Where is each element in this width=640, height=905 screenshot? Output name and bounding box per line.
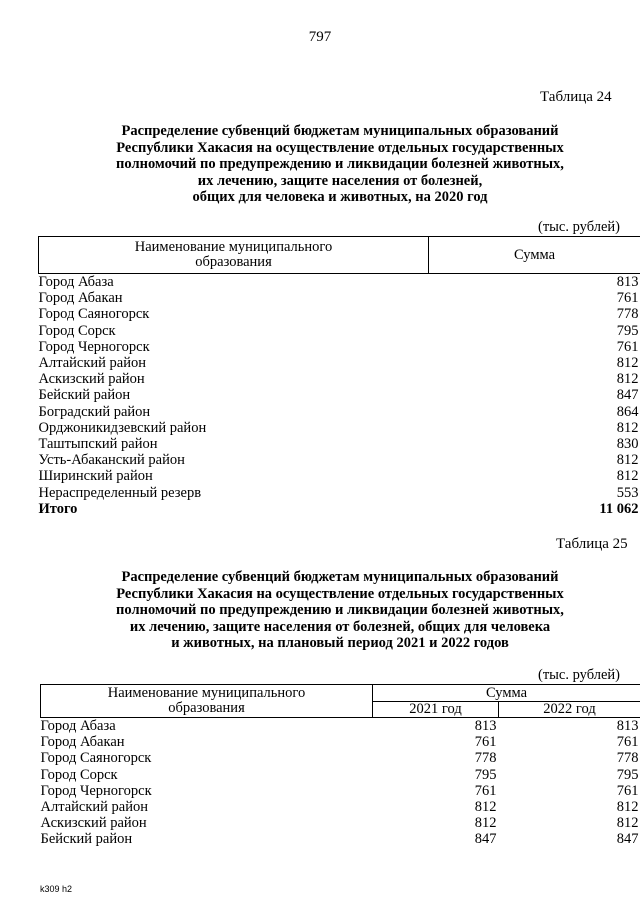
municipality-name: Город Черногорск [40, 782, 152, 799]
table-row [41, 750, 640, 766]
amount: 813 [616, 274, 639, 290]
footer-code: k309 h2 [40, 884, 73, 894]
table-25-label: Таблица 25 [556, 536, 628, 552]
municipality-name: Аскизский район [38, 371, 145, 388]
column-header-2022: 2022 год [499, 702, 640, 718]
table-row [39, 290, 640, 306]
title-line: полномочий по предупреждению и ликвидации болезней животных, [116, 156, 564, 172]
municipality-name: Город Черногорск [38, 338, 150, 355]
amount-2022: 778 [616, 750, 639, 767]
municipality-name: Орджоникидзевский район [38, 419, 207, 436]
table-row [39, 355, 640, 371]
amount: 812 [616, 452, 639, 469]
amount: 812 [616, 468, 639, 485]
table-25-body [41, 718, 640, 848]
title-line: их лечению, защите населения от болезней, [197, 172, 483, 189]
table-row [39, 274, 640, 291]
municipality-name: Город Абакан [38, 290, 123, 307]
table-row [41, 718, 640, 735]
title-line: полномочий по предупреждению и ликвидации болезней животных, [116, 602, 564, 618]
table-24-body [39, 274, 640, 518]
title-line: Распределение субвенций бюджетам муниципальных образований [121, 123, 559, 139]
municipality-name: Город Абаза [38, 274, 114, 290]
amount-2022: 813 [616, 718, 639, 734]
column-header-2021: 2021 год [373, 702, 499, 718]
amount: 778 [616, 306, 639, 323]
amount: 830 [616, 436, 639, 453]
total-label: Итого [38, 500, 78, 517]
table-row [41, 815, 640, 831]
table-row [39, 306, 640, 322]
table-row [41, 831, 640, 847]
title-line: Распределение субвенций бюджетам муниципальных образований [121, 569, 559, 585]
municipality-name: Алтайский район [38, 355, 146, 372]
amount: 864 [616, 403, 639, 420]
amount: 553 [616, 484, 639, 501]
amount-2022: 812 [616, 815, 639, 832]
table-row [39, 323, 640, 339]
amount-2022: 761 [616, 734, 639, 751]
amount-2021: 761 [474, 734, 497, 751]
municipality-name: Город Абакан [40, 734, 125, 751]
amount: 795 [616, 322, 639, 339]
amount-2021: 812 [474, 815, 497, 832]
total-amount: 11 062 [599, 500, 639, 517]
title-line: общих для человека и животных, на 2020 год [192, 189, 488, 205]
table-row [39, 485, 640, 501]
municipality-name: Бейский район [40, 831, 133, 848]
municipality-name: Алтайский район [40, 799, 148, 816]
municipality-name: Таштыпский район [38, 436, 158, 453]
municipality-name: Боградский район [38, 403, 151, 420]
column-header-name: Наименование муниципального образования [41, 685, 373, 718]
table-row [41, 783, 640, 799]
table-25-units: (тыс. рублей) [538, 667, 620, 683]
title-line: Республики Хакасия на осуществление отдельных государственных [116, 139, 564, 156]
table-25-title [40, 569, 640, 652]
total-row [39, 501, 640, 517]
column-header-sum: Сумма [429, 237, 640, 274]
table-row [41, 734, 640, 750]
amount-2021: 847 [474, 831, 497, 848]
municipality-name: Усть-Абаканский район [38, 452, 185, 469]
municipality-name: Аскизский район [40, 815, 147, 832]
table-row [39, 371, 640, 387]
municipality-name: Город Саяногорск [38, 306, 150, 323]
amount: 812 [616, 419, 639, 436]
amount-2021: 778 [474, 750, 497, 767]
table-row [39, 387, 640, 403]
table-row [39, 420, 640, 436]
column-header-name: Наименование муниципального образования [39, 237, 429, 274]
municipality-name: Ширинский район [38, 468, 153, 485]
table-24 [38, 236, 640, 517]
title-line: их лечению, защите населения от болезней, общих для человека [129, 618, 551, 635]
table-24-units: (тыс. рублей) [538, 219, 620, 235]
table-24-label: Таблица 24 [540, 89, 612, 105]
amount-2021: 813 [474, 718, 497, 734]
page-number: 797 [308, 29, 332, 45]
amount-2022: 847 [616, 831, 639, 848]
amount-2021: 812 [474, 799, 497, 816]
table-row [39, 436, 640, 452]
amount: 812 [616, 355, 639, 372]
amount: 761 [616, 290, 639, 307]
title-line: Республики Хакасия на осуществление отдельных государственных [116, 585, 564, 602]
amount-2021: 761 [474, 782, 497, 799]
amount: 812 [616, 371, 639, 388]
title-line: и животных, на плановый период 2021 и 2022 годов [171, 635, 509, 651]
column-header-sum: Сумма [373, 685, 640, 702]
amount: 761 [616, 338, 639, 355]
amount-2021: 795 [474, 766, 497, 783]
amount-2022: 795 [616, 766, 639, 783]
municipality-name: Город Сорск [38, 322, 116, 339]
municipality-name: Город Саяногорск [40, 750, 152, 767]
municipality-name: Город Сорск [40, 766, 118, 783]
table-row [39, 468, 640, 484]
table-row [39, 452, 640, 468]
table-row [41, 767, 640, 783]
municipality-name: Город Абаза [40, 718, 116, 734]
table-row [39, 339, 640, 355]
amount-2022: 812 [616, 799, 639, 816]
table-25 [40, 684, 640, 848]
amount-2022: 761 [616, 782, 639, 799]
municipality-name: Бейский район [38, 387, 131, 404]
municipality-name: Нераспределенный резерв [38, 484, 202, 501]
table-row [41, 799, 640, 815]
table-24-title [40, 123, 640, 206]
amount: 847 [616, 387, 639, 404]
table-row [39, 404, 640, 420]
